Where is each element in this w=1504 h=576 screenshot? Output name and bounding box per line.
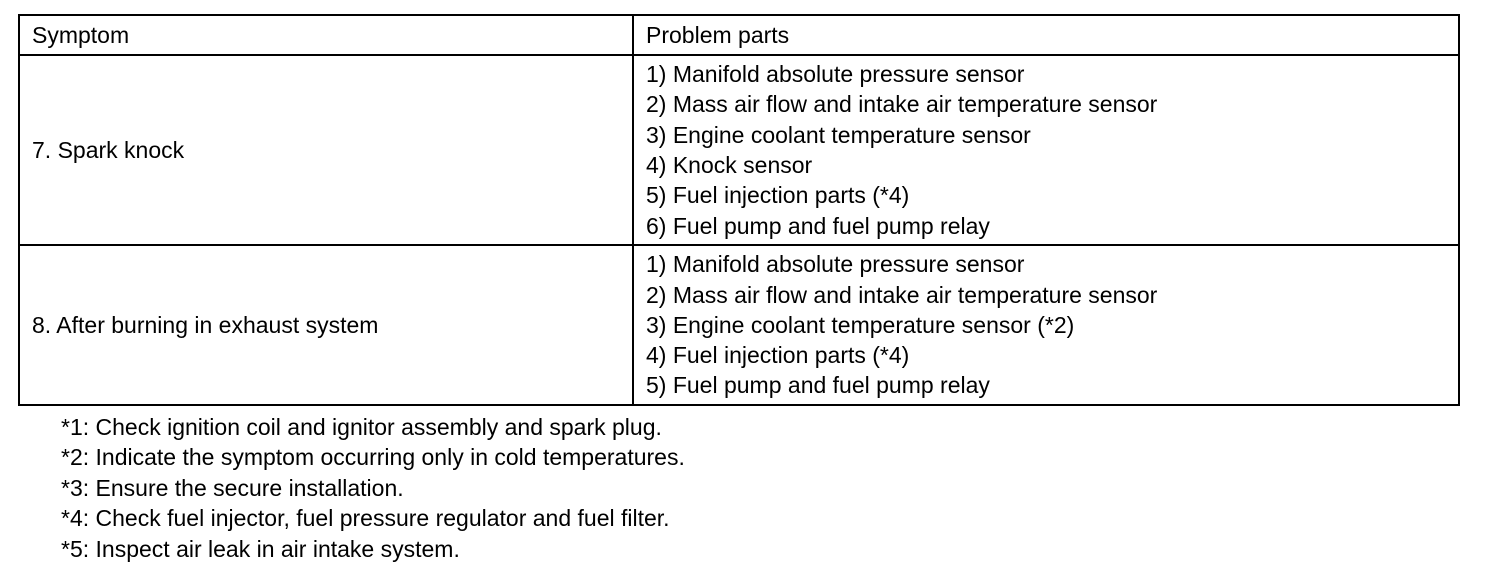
part-item: 2) Mass air flow and intake air temperature sensor (646, 281, 1158, 308)
part-item: 6) Fuel pump and fuel pump relay (646, 212, 990, 239)
part-item: 3) Engine coolant temperature sensor (*2) (646, 311, 1075, 338)
symptom-cell: 7. Spark knock (19, 55, 633, 245)
footnote: *3: Ensure the secure installation. (61, 474, 404, 501)
footnote: *5: Inspect air leak in air intake system. (61, 535, 460, 562)
table-row (19, 55, 1459, 245)
footnotes-list (61, 412, 685, 564)
part-item: 5) Fuel injection parts (*4) (646, 182, 910, 209)
part-item: 4) Knock sensor (646, 152, 813, 178)
part-item: 4) Fuel injection parts (*4) (646, 342, 910, 369)
table-row (19, 245, 1459, 405)
problem-parts-cell (633, 245, 1459, 405)
table-header-row (19, 15, 1459, 55)
part-item: 1) Manifold absolute pressure sensor (646, 61, 1025, 88)
footnote: *2: Indicate the symptom occurring only in cold temperatures. (61, 444, 685, 471)
problem-parts-cell (633, 55, 1459, 245)
part-item: 1) Manifold absolute pressure sensor (646, 251, 1025, 278)
footnote: *1: Check ignition coil and ignitor assembly and spark plug. (61, 414, 662, 440)
problem-parts-header: Problem parts (633, 15, 1459, 55)
part-item: 5) Fuel pump and fuel pump relay (646, 372, 990, 399)
part-item: 2) Mass air flow and intake air temperature sensor (646, 91, 1158, 118)
footnote: *4: Check fuel injector, fuel pressure regulator and fuel filter. (61, 505, 670, 532)
symptom-cell: 8. After burning in exhaust system (19, 245, 633, 405)
symptom-header: Symptom (19, 15, 633, 55)
part-item: 3) Engine coolant temperature sensor (646, 121, 1031, 148)
symptom-table (18, 14, 1460, 406)
